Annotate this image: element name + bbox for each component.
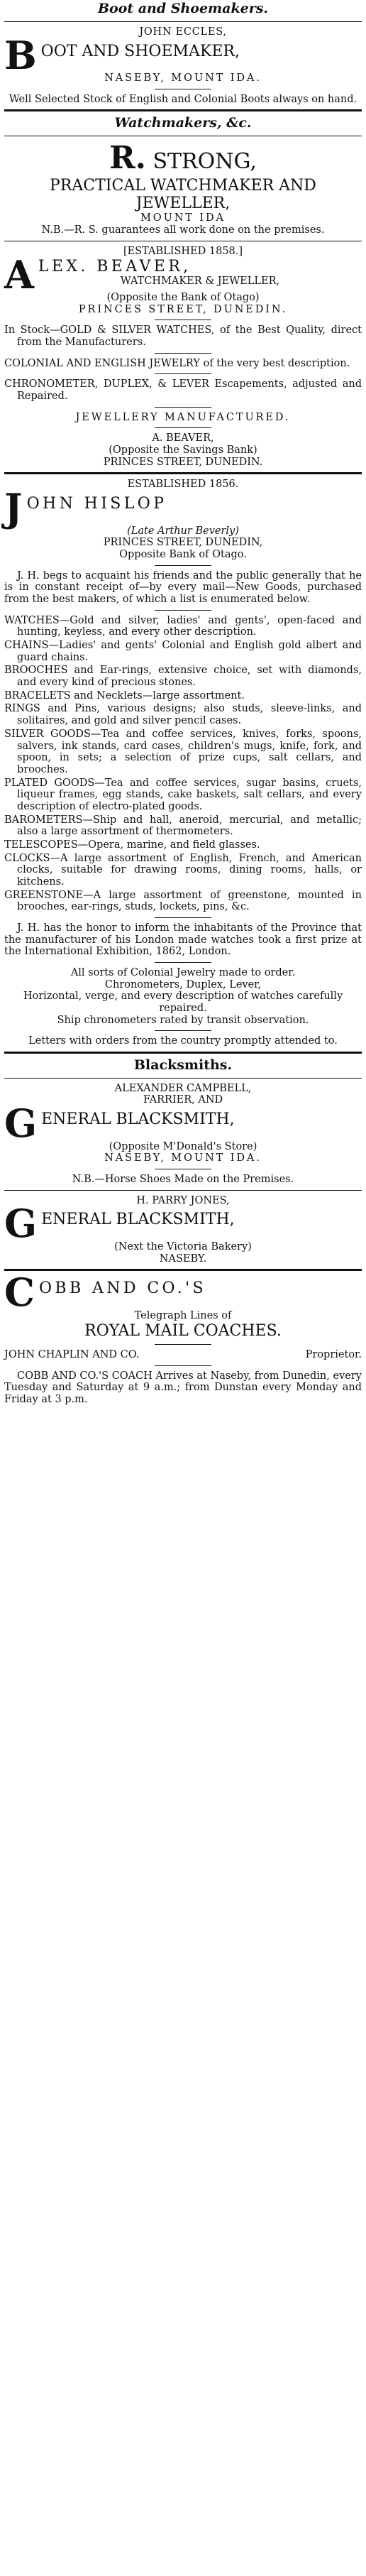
cobb-proprietor-line <box>4 1349 362 1361</box>
beaver-trade: WATCHMAKER & JEWELLER, <box>120 275 280 287</box>
jones-location: NASEBY. <box>159 1252 207 1265</box>
cobb-proprietor-name: JOHN CHAPLIN AND CO. <box>4 1348 140 1360</box>
short-divider <box>155 353 211 354</box>
boot-proprietor: JOHN ECCLES, <box>139 26 227 38</box>
strong-name <box>4 141 362 177</box>
short-divider <box>155 962 211 963</box>
campbell-note: N.B.—Horse Shoes Made on the Premises. <box>72 1174 294 1186</box>
hislop-sorts: All sorts of Colonial Jewelry made to order. <box>70 966 296 978</box>
divider <box>4 1052 362 1054</box>
boot-title-rest: OOT AND SHOEMAKER, <box>40 42 240 60</box>
strong-initial: R. <box>109 140 146 177</box>
beaver-initial: A <box>4 251 34 298</box>
campbell-opposite: (Opposite M'Donald's Store) <box>109 1140 257 1152</box>
campbell-rest: ENERAL BLACKSMITH, <box>41 1110 235 1129</box>
short-divider <box>155 610 211 611</box>
boot-description: Well Selected Stock of English and Colonial Boots always on hand. <box>9 93 357 105</box>
list-item: BRACELETS and Necklets—large assortment. <box>4 689 245 702</box>
short-divider <box>155 1344 211 1345</box>
list-item: RINGS and Pins, various designs; also studs, sleeve-links, and solitaires, and gold and silver pencil cases. <box>4 703 362 727</box>
cobb-telegraph: Telegraph Lines of <box>134 1309 232 1321</box>
short-divider <box>155 427 211 428</box>
hislop-initial: J <box>4 485 23 531</box>
watch-section-heading: Watchmakers, &c. <box>114 115 252 131</box>
hislop-intro: J. H. begs to acquaint his friends and the public generally that he is in constant receipt of—by every mail—New Goods, purchased from the best makers, of which a list is enumerated below. <box>4 569 362 606</box>
short-divider <box>155 407 211 408</box>
hislop-opposite: Opposite Bank of Otago. <box>119 549 247 561</box>
beaver-established: [ESTABLISHED 1858.] <box>123 245 243 257</box>
boot-section-heading: Boot and Shoemakers. <box>97 1 269 16</box>
strong-trade-2: JEWELLER, <box>135 195 231 213</box>
beaver-sig-name: A. BEAVER, <box>152 432 214 444</box>
hislop-name: OHN HISLOP <box>26 495 167 513</box>
hislop-ship: Ship chronometers rated by transit observation. <box>57 1014 309 1026</box>
divider <box>4 1078 362 1079</box>
divider <box>4 1190 362 1191</box>
beaver-colonial: COLONIAL AND ENGLISH JEWELRY of the very best description. <box>4 357 350 369</box>
short-divider <box>155 1030 211 1031</box>
short-divider <box>155 373 211 374</box>
hislop-established: ESTABLISHED 1856. <box>127 479 239 491</box>
strong-trade-1: PRACTICAL WATCHMAKER AND <box>50 176 316 195</box>
short-divider <box>155 565 211 566</box>
beaver-jewellery: JEWELLERY MANUFACTURED. <box>75 411 291 423</box>
hislop-late: (Late Arthur Beverly) <box>127 525 239 537</box>
list-item: CLOCKS—A large assortment of English, French, and American clocks, suitable for drawing rooms, dining rooms, halls, or kitchens. <box>4 852 362 888</box>
list-item: GREENSTONE—A large assortment of greenstone, mounted in brooches, ear-rings, studs, lockets, pins, &c. <box>4 889 362 913</box>
list-item: BROOCHES and Ear-rings, extensive choice, set with diamonds, and every kind of precious stones. <box>4 665 362 689</box>
boot-title-initial: B <box>4 32 37 78</box>
campbell-location: NASEBY, MOUNT IDA. <box>104 1152 262 1164</box>
campbell-name: ALEXANDER CAMPBELL, <box>114 1082 252 1094</box>
beaver-sig-street: PRINCES STREET, DUNEDIN. <box>103 456 263 468</box>
strong-location: MOUNT IDA <box>140 212 226 224</box>
boot-location: NASEBY, MOUNT IDA. <box>104 72 262 84</box>
beaver-stock: In Stock—GOLD & SILVER WATCHES, of the Best Quality, direct from the Manufacturers. <box>4 324 362 349</box>
list-item: PLATED GOODS—Tea and coffee services, sugar basins, cruets, liqueur frames, egg stands, cake baskets, salt cellars, and every description of electro-plated goods. <box>4 777 362 812</box>
list-item: BAROMETERS—Ship and hall, aneroid, mercurial, and metallic; also a large assortment of thermometers. <box>4 814 362 838</box>
jones-next: (Next the Victoria Bakery) <box>114 1241 252 1253</box>
cobb-initial: C <box>4 1270 35 1316</box>
beaver-opposite: (Opposite the Bank of Otago) <box>106 292 260 304</box>
divider <box>4 109 362 111</box>
short-divider <box>155 1365 211 1366</box>
hislop-honor: J. H. has the honor to inform the inhabitants of the Province that the manufacturer of his London made watches took a first prize at the International Exhibition, 1862, London. <box>4 922 362 958</box>
hislop-chrono-2: Horizontal, verge, and every description of watches carefully repaired. <box>23 990 343 1014</box>
cobb-name: OBB AND CO.'S <box>38 1279 207 1298</box>
smiths-section-heading: Blacksmiths. <box>133 1057 233 1073</box>
list-item: WATCHES—Gold and silver, ladies' and gents', open-faced and hunting, keyless, and every other description. <box>4 614 362 638</box>
hislop-chrono-1: Chronometers, Duplex, Lever, <box>104 978 262 990</box>
jones-initial: G <box>4 1201 38 1247</box>
hislop-item-list <box>4 615 362 913</box>
list-item: TELESCOPES—Opera, marine, and field glasses. <box>4 839 260 851</box>
divider <box>4 472 362 474</box>
strong-rest: STRONG, <box>152 149 257 175</box>
beaver-sig-opposite: (Opposite the Savings Bank) <box>109 444 257 457</box>
cobb-proprietor-label: Proprietor. <box>305 1348 362 1360</box>
beaver-name: LEX. BEAVER, <box>38 257 192 275</box>
hislop-letters: Letters with orders from the country promptly attended to. <box>28 1035 338 1047</box>
list-item: CHAINS—Ladies' and gents' Colonial and English gold albert and guard chains. <box>4 640 362 663</box>
campbell-initial: G <box>4 1101 38 1147</box>
divider <box>4 21 362 22</box>
beaver-street: PRINCES STREET, DUNEDIN. <box>78 303 288 315</box>
cobb-schedule: COBB AND CO.'S COACH Arrives at Naseby, from Dunedin, every Tuesday and Saturday at 9 a.m.; from Dunstan every Monday and Friday at 3 p.m. <box>4 1370 362 1405</box>
hislop-street: PRINCES STREET, DUNEDIN, <box>103 537 263 549</box>
list-item: SILVER GOODS—Tea and coffee services, knives, forks, spoons, salvers, ink stands, card cases, children's mugs, knife, fork, and spoon, in sets; a selection of prize cups, salt cellars, and brooches. <box>4 728 362 775</box>
cobb-mail: ROYAL MAIL COACHES. <box>84 1321 282 1340</box>
strong-note: N.B.—R. S. guarantees all work done on the premises. <box>41 224 325 236</box>
beaver-chrono: CHRONOMETER, DUPLEX, & LEVER Escapements, adjusted and Repaired. <box>4 378 362 403</box>
campbell-trade: FARRIER, AND <box>143 1094 223 1106</box>
jones-name: H. PARRY JONES, <box>136 1194 230 1206</box>
divider <box>4 1269 362 1271</box>
short-divider <box>155 917 211 918</box>
jones-rest: ENERAL BLACKSMITH, <box>41 1211 235 1229</box>
